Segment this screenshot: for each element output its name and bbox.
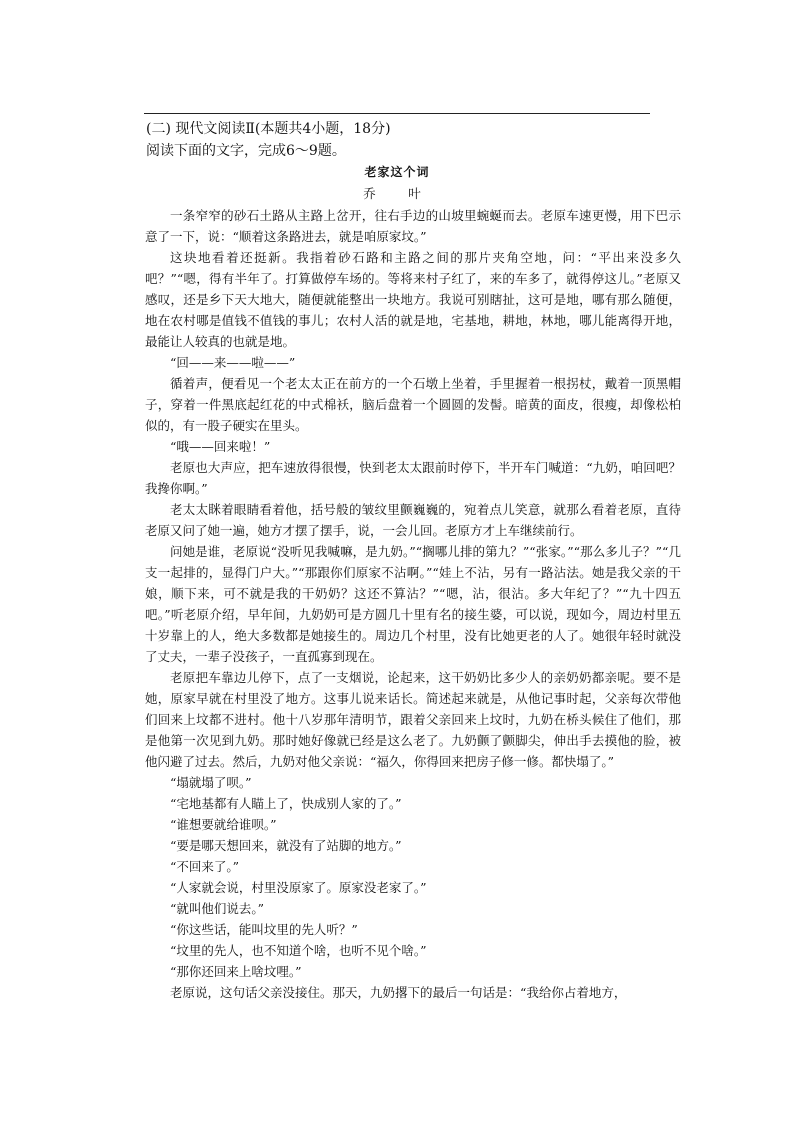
dialogue-line: “那你还回来上啥坟哩。” <box>170 964 302 979</box>
dialogue-line: “就叫他们说去。” <box>170 901 265 916</box>
paragraph: 循着声，便看见一个老太太正在前方的一个石墩上坐着，手里握着一根拐杖，戴着一顶黑帽子，穿着一件黑底起红花的中式棉袄，脑后盘着一个圆圆的发髻。暗黄的面皮，很瘦，却像松柏似的，有一股子硬实在里头。 <box>145 376 681 433</box>
dialogue-line: “不回来了。” <box>170 859 240 874</box>
dialogue-line: “要是哪天想回来，就没有了站脚的地方。” <box>170 838 402 853</box>
paragraph: “哦——回来啦！” <box>170 439 271 454</box>
dialogue-line: “人家就会说，村里没原家了。原家没老家了。” <box>170 880 427 895</box>
paragraph: 这块地看着还挺新。我指着砂石路和主路之间的那片夹角空地，问：“平出来没多久吧？”“嗯，得有半年了。打算做停车场的。等将来村子红了，来的车多了，就得停这儿。”老原又感叹，还是乡下天大地大，随便就能整出一块地方。我说可别瞎扯，这可是地，哪有那么随便，地在农村哪是值钱不值钱的事儿；农村人活的就是地，宅基地，耕地，林地，哪儿能离得开地，最能让人较真的也就是地。 <box>145 250 681 349</box>
article-author: 乔 叶 <box>363 186 431 201</box>
top-divider-line <box>144 113 650 114</box>
dialogue-line: “坟里的先人，也不知道个啥，也听不见个啥。” <box>170 943 427 958</box>
paragraph: 老原把车靠边儿停下，点了一支烟说，论起来，这干奶奶比多少人的亲奶奶都亲呢。要不是她，原家早就在村里没了地方。这事儿说来话长。简述起来就是，从他记事时起，父亲每次带他们回来上坟都不进村。他十八岁那年清明节，跟着父亲回来上坟时，九奶在桥头候住了他们，那是他第一次见到九奶。那时她好像就已经是这么老了。九奶颤了颤脚尖，伸出手去摸他的脸，被他闪避了过去。然后，九奶对他父亲说：“福久，你得回来把房子修一修。都快塌了。” <box>145 670 681 769</box>
article-body <box>145 205 681 1003</box>
paragraph: 老原说，这句话父亲没接住。那天，九奶撂下的最后一句话是：“我给你占着地方， <box>170 985 627 1000</box>
dialogue-line: “宅地基都有人瞄上了，快成别人家的了。” <box>170 796 402 811</box>
paragraph: 老太太眯着眼睛看着他，括号般的皱纹里颤巍巍的，宛着点儿笑意，就那么看着老原，直待老原又问了她一遍，她方才摆了摆手，说，一会儿回。老原方才上车继续前行。 <box>145 502 681 538</box>
dialogue-line: “谁想要就给谁呗。” <box>170 817 277 832</box>
paragraph: 老原也大声应，把车速放得很慢，快到老太太跟前时停下，半开车门喊道：“九奶，咱回吧？我搀你啊。” <box>145 460 681 496</box>
paragraph: 一条窄窄的砂石土路从主路上岔开，往右手边的山坡里蜿蜒而去。老原车速更慢，用下巴示意了一下，说：“顺着这条路进去，就是咱原家坟。” <box>145 208 681 244</box>
reading-instruction: 阅读下面的文字，完成6～9题。 <box>146 143 346 159</box>
section-header: (二) 现代文阅读Ⅱ(本题共4小题，18分) <box>146 121 391 137</box>
dialogue-line: “塌就塌了呗。” <box>170 775 252 790</box>
paragraph: 问她是谁，老原说“没听见我喊嘛，是九奶。”“搁哪儿排的第九？”“张家。”“那么多儿子？”“几支一起排的，显得门户大。”“那跟你们原家不沾啊。”“娃上不沾，另有一路沾法。她是我父亲的干娘，顺下来，可不就是我的干奶奶？这还不算沾？”“嗯，沾，很沾。多大年纪了？”“九十四五吧。”听老原介绍，早年间，九奶奶可是方圆几十里有名的接生婆，可以说，现如今，周边村里五十岁靠上的人，绝大多数都是她接生的。周边几个村里，没有比她更老的人了。她很年轻时就没了丈夫，一辈子没孩子，一直孤寡到现在。 <box>145 544 681 664</box>
dialogue-line: “你这些话，能叫坟里的先人听？” <box>170 922 358 937</box>
article-title: 老家这个词 <box>364 165 430 179</box>
paragraph: “回——来——啦——” <box>170 355 296 370</box>
